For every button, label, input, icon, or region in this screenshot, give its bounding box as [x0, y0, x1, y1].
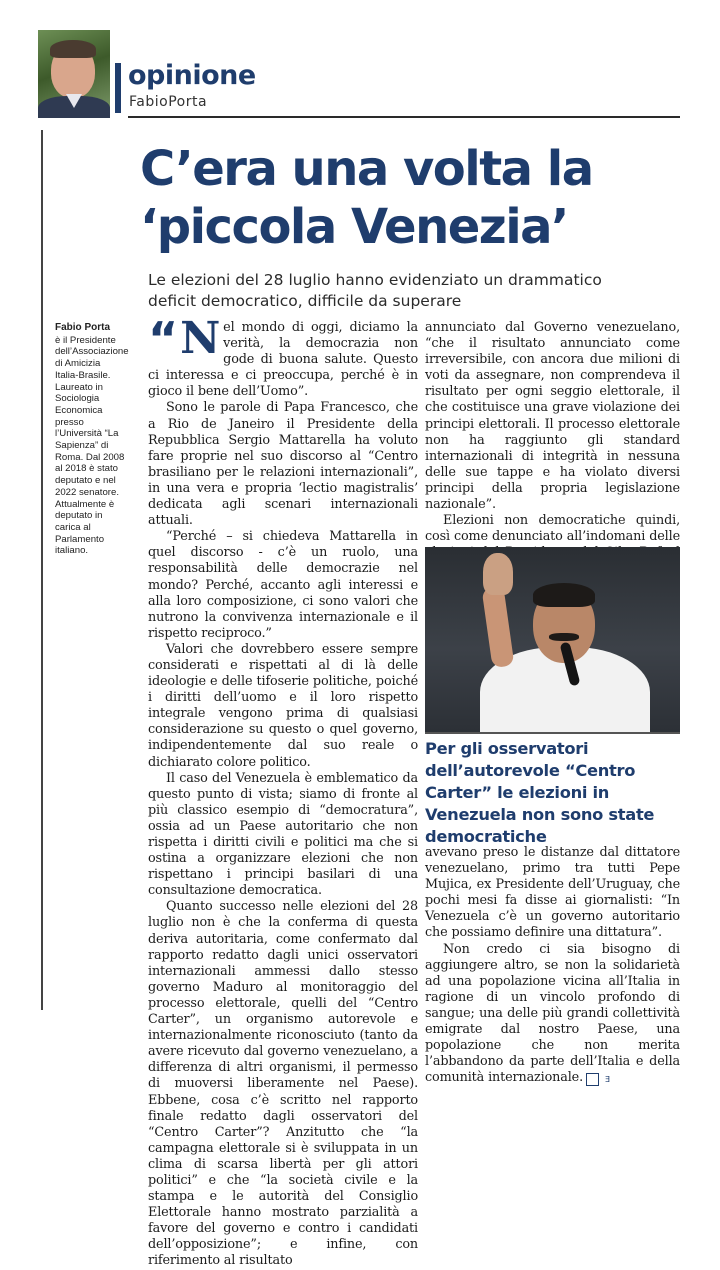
header-rule [128, 116, 680, 118]
quote-mark-icon: “ [148, 312, 179, 366]
photo-caption: Per gli osservatori dell’autorevole “Centro Carter” le elezioni in Venezuela non sono state democratiche [425, 739, 655, 846]
headline [140, 140, 700, 256]
article-column-right-bottom [425, 845, 680, 1086]
subheadline-line-2: deficit democratico, difficile da superare [148, 292, 462, 310]
paragraph-10 [425, 942, 680, 1087]
paragraph-1-text: el mondo di oggi, diciamo la verità, la democrazia non gode di buona salute. Questo ci interessa e ci preoccupa, perché è in gioco il bene dell’Uomo”. [148, 320, 418, 400]
article-column-left [148, 312, 418, 1270]
headline-line-1: C’era una volta la [140, 141, 593, 197]
author-name: FabioPorta [129, 94, 208, 110]
photo-rule [425, 732, 680, 734]
paragraph-4: Valori che dovrebbero essere sempre considerati e rispettati al di là delle ideologie e delle tifoserie politiche, poiché i diritti dell’uomo e il loro rispetto integrale vengono prima di qualsiasi considerazione su questo o quel governo, indipendentemente dal suo reale o dichiarato colore politico. [148, 641, 418, 770]
end-mark-icon: Ǝ [586, 1073, 599, 1086]
paragraph-1 [148, 312, 418, 400]
subheadline [148, 270, 668, 312]
dropcap: N [180, 313, 221, 364]
paragraph-5: Il caso del Venezuela è emblematico da questo punto di vista; siamo di fronte al più classico esempio di “democratura”, ossia ad un Paese autoritario che non rispetta i diritti civili e politici ma che si ostina a organizzare elezioni che non rispettano i principi basilari di una consultazione democratica. [148, 770, 418, 899]
header-accent-bar [115, 63, 121, 113]
paragraph-8: Elezioni non democratiche quindi, così come denunciato all’indomani delle [425, 513, 680, 545]
paragraph-6: Quanto successo nelle elezioni del 28 luglio non è che la conferma di questa deriva autoritaria, come confermato dal rapporto redatto dagli unici osservatori internazionali ammessi dallo stesso governo Maduro al monitoraggio del processo elettorale, quelli del “Centro Carter”, un organismo autorevole e internazionalmente riconosciuto (tanto da avere ricevuto dal governo venezuelano, a differenza di altri organismi, il permesso di muoversi liberamente nel Paese). Ebbene, cosa c’è scritto nel rapporto finale redatto dagli osservatori del “Centro Carter”? Anzitutto che “la campagna elettorale si è sviluppata in un clima di scarsa libertà per gli attori politici” e che “la società civile e la stampa e le autorità del Consiglio Elettorale hanno mostrato parzialità a favore del governo e contro i candidati dell’opposizione”; e infine, con riferimento al risultato [148, 899, 418, 1269]
bio-text: è il Presidente dell’Associazione di Amicizia Italia-Brasile. Laureato in Sociologia Economica presso l’Università “La Sapienza” di Roma. Dal 2008 al 2018 è stato deputato e nel 2022 senatore. Attualmente è deputato in carica al Parlamento italiano. [55, 334, 129, 557]
paragraph-3: “Perché – si chiedeva Mattarella in quel discorso - c’è un ruolo, una responsabilità delle democrazie nel mondo? Perché, accanto agli interessi e alla loro composizione, ci sono valori che nutrono la convivenza internazionale e il rispetto reciproco.” [148, 529, 418, 641]
paragraph-7: annunciato dal Governo venezuelano, “che il risultato annunciato come irreversibile, con ancora due milioni di voti da assegnare, non comprendeva il risultato per ogni seggio elettorale, il che costituisce una grave violazione dei principi elettorali. Il processo elettorale non ha raggiunto gli standard internazionali di integrità in nessuna delle sue tappe e ha violato diversi principi della propria legislazione nazionale”. [425, 320, 680, 513]
paragraph-2: Sono le parole di Papa Francesco, che a Rio de Janeiro il Presidente della Repubblica Sergio Mattarella ha voluto fare proprie nel suo discorso al “Centro brasiliano per le relazioni internazionali”, in una vera e propria ‘lectio magistralis’ dedicata agli scenari internazionali attuali. [148, 400, 418, 529]
paragraph-9: avevano preso le distanze dal dittatore venezuelano, primo tra tutti Pepe Mujica, ex Presidente dell’Uruguay, che pochi mesi fa disse ai giornalisti: “In Venezuela c’è un governo autoritario che possiamo definire una dittatura”. [425, 845, 680, 941]
side-rule [41, 130, 43, 1010]
paragraph-10-text: Non credo ci sia bisogno di aggiungere altro, se non la solidarietà ad una popolazione vicina all’Italia in ragione di un vincolo profondo di sangue; una delle più grandi collettività emigrate dal nostro Paese, una popolazione che non merita l’abbandono da parte dell’Italia e della comunità internazionale. [425, 941, 680, 1086]
subheadline-line-1: Le elezioni del 28 luglio hanno evidenziato un drammatico [148, 271, 602, 289]
section-label: opinione [128, 60, 256, 91]
bio-name: Fabio Porta [55, 322, 111, 333]
news-photo [425, 547, 680, 732]
headline-line-2: ‘piccola Venezia’ [140, 199, 568, 255]
author-bio [55, 322, 129, 557]
author-photo [38, 30, 110, 118]
